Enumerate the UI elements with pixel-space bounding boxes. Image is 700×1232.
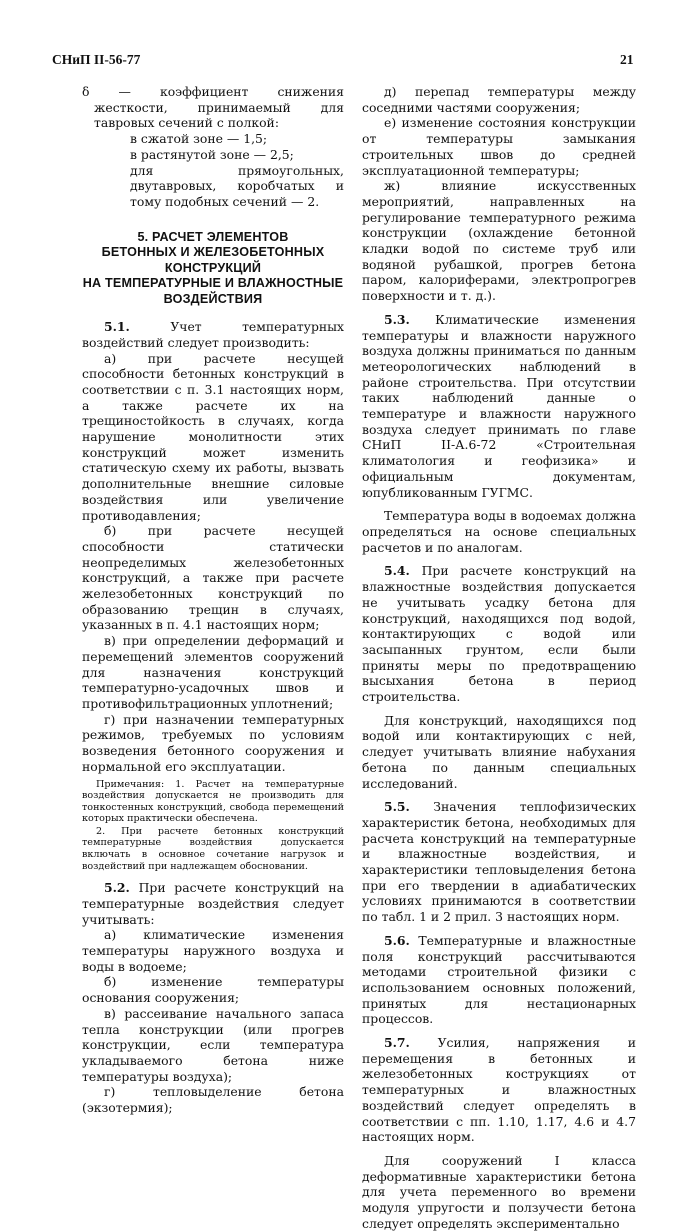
delta-definition: δ — коэффициент снижения жесткости, принимаемый для тавровых сечений с полкой: [82,84,344,131]
clause-5-2-item-b: б) изменение температуры основания сооружения; [82,974,344,1006]
clause-5-4 [362,563,636,704]
note-1: Примечания: 1. Расчет на температурные воздействия допускается не производить для тонкостенных конструкций, свобода перемещений которых практически обеспечена. [82,778,344,825]
clause-text: Климатические изменения температуры и влажности наружного воздуха должны приниматься по данным метеорологических наблюдений в районе строительства. При отсутствии таких наблюдений данные о температуре и влажности наружного воздуха следует принимать по главе СНиП II-А.6-72 «Строительная климатология и геофизика» и официальным документам, юпубликованным ГУГМС. [362,311,636,500]
section-heading-line: 5. РАСЧЕТ ЭЛЕМЕНТОВ [137,229,289,244]
right-column [362,84,636,1232]
page-number: 21 [620,52,634,67]
section-heading-line: БЕТОННЫХ И ЖЕЛЕЗОБЕТОННЫХ [101,245,325,260]
clause-number: 5.6. [384,932,410,948]
clause-text: При расчете конструкций на температурные воздействия следует учитывать: [82,880,344,927]
clause-5-2-item-d: д) перепад температуры между соседними частями сооружения; [362,84,636,115]
clause-text: Усилия, напряжения и перемещения в бетонных и железобетонных кострукциях от температурных и влажностных воздействий следует определять в соответствии с пп. 1.10, 1.17, 4.6 и 4.7 настоящих норм. [362,1035,636,1145]
clause-number: 5.2. [104,880,130,896]
note-2: 2. При расчете бетонных конструкций температурные воздействия допускается включать в основное сочетание нагрузок и воздействий при надлежащем обосновании. [82,825,344,872]
clause-5-2-item-v: в) рассеивание начального запаса тепла конструкции (или прогрев конструкции, если температура укладываемого бетона ниже температуры воздуха); [82,1005,344,1084]
left-column [82,84,344,1116]
clause-number: 5.4. [384,563,410,579]
section-heading-line: ВОЗДЕЙСТВИЯ [163,291,263,306]
clause-number: 5.1. [104,319,130,335]
clause-5-1-item-a: а) при расчете несущей способности бетонных конструкций в соответствии с п. 3.1 настоящих норм, а также расчете их на трещиностойкость в случаях, когда нарушение монолитности этих конструкций может изменить статическую схему их работы, вызвать дополнительные внешние силовые воздействия или увеличение противодавления; [82,350,344,523]
clause-5-1-item-b: б) при расчете несущей способности статически неопределимых железобетонных конструкций, а также при расчете железобетонных конструкций по образованию трещин в случаях, указанных в п. 4.1 настоящих норм; [82,523,344,633]
delta-value-rectangular: для прямоугольных, двутавровых, коробчатых и тому подобных сечений — 2. [130,162,344,209]
clause-number: 5.7. [384,1035,410,1051]
clause-text: Температурные и влажностные поля конструкций рассчитываются методами строительной физики с использованием основных положений, принятых для нестационарных процессов. [362,932,636,1027]
clause-text: Учет температурных воздействий следует производить: [82,319,344,350]
clause-5-3 [362,312,636,500]
delta-value-tension: в растянутой зоне — 2,5; [130,146,294,162]
clause-5-1 [82,319,344,350]
delta-value-compressed: в сжатой зоне — 1,5; [130,131,268,147]
clause-5-5 [362,799,636,925]
running-header-code: СНиП II-56-77 [52,52,141,67]
section-heading-line: НА ТЕМПЕРАТУРНЫЕ И ВЛАЖНОСТНЫЕ [82,276,344,291]
clause-5-2-item-e: е) изменение состояния конструкции от температуры замыкания строительных швов до средней эксплуатационной температуры; [362,115,636,178]
clause-5-7-class-i: Для сооружений I класса деформативные характеристики бетона для учета переменного во времени модуля упругости и ползучести бетона следует определять экспериментально [362,1153,636,1231]
clause-number: 5.5. [384,799,410,815]
clause-5-6 [362,933,636,1027]
clause-number: 5.3. [384,311,410,327]
section-heading [82,230,344,308]
clause-5-3-water: Температура воды в водоемах должна определяться на основе специальных расчетов и по аналогам. [362,508,636,555]
clause-5-4-swelling: Для конструкций, находящихся под водой или контактирующих с ней, следует учитывать влияние набухания бетона по данным специальных исследований. [362,712,636,791]
clause-5-2 [82,880,344,927]
clause-5-1-item-v: в) при определении деформаций и перемещений элементов сооружений для назначения конструкций температурно-усадочных швов и противофильтрационных уплотнений; [82,633,344,711]
clause-text: Значения теплофизических характеристик бетона, необходимых для расчета конструкций на температурные и влажностные воздействия, и характеристики тепловыделения бетона при его твердении в адиабатических условиях принимаются в соответствии по табл. 1 и 2 прил. 3 настоящих норм. [362,799,636,925]
clause-5-2-item-a: а) климатические изменения температуры наружного воздуха и воды в водоеме; [82,927,344,974]
clause-5-1-item-g: г) при назначении температурных режимов, требуемых по условиям возведения бетонного сооружения и нормальной его эксплуатации. [82,711,344,774]
clause-5-7 [362,1035,636,1145]
clause-5-2-item-g: г) тепловыделение бетона (экзотермия); [82,1084,344,1116]
clause-5-2-item-zh: ж) влияние искусственных мероприятий, направленных на регулирование температурного режима конструкции (охлаждение бетонной кладки водой по системе труб или водяной рубашкой, прогрев бетона паром, калориферами, электропрогрев поверхности и т. д.). [362,178,636,304]
clause-text: При расчете конструкций на влажностные воздействия допускается не учитывать усадку бетона для конструкций, находящихся под водой, контактирующих с водой или засыпанных грунтом, если были приняты меры по предотвращению высыхания бетона в период строительства. [362,563,636,705]
section-heading-line: КОНСТРУКЦИЙ [164,260,262,275]
